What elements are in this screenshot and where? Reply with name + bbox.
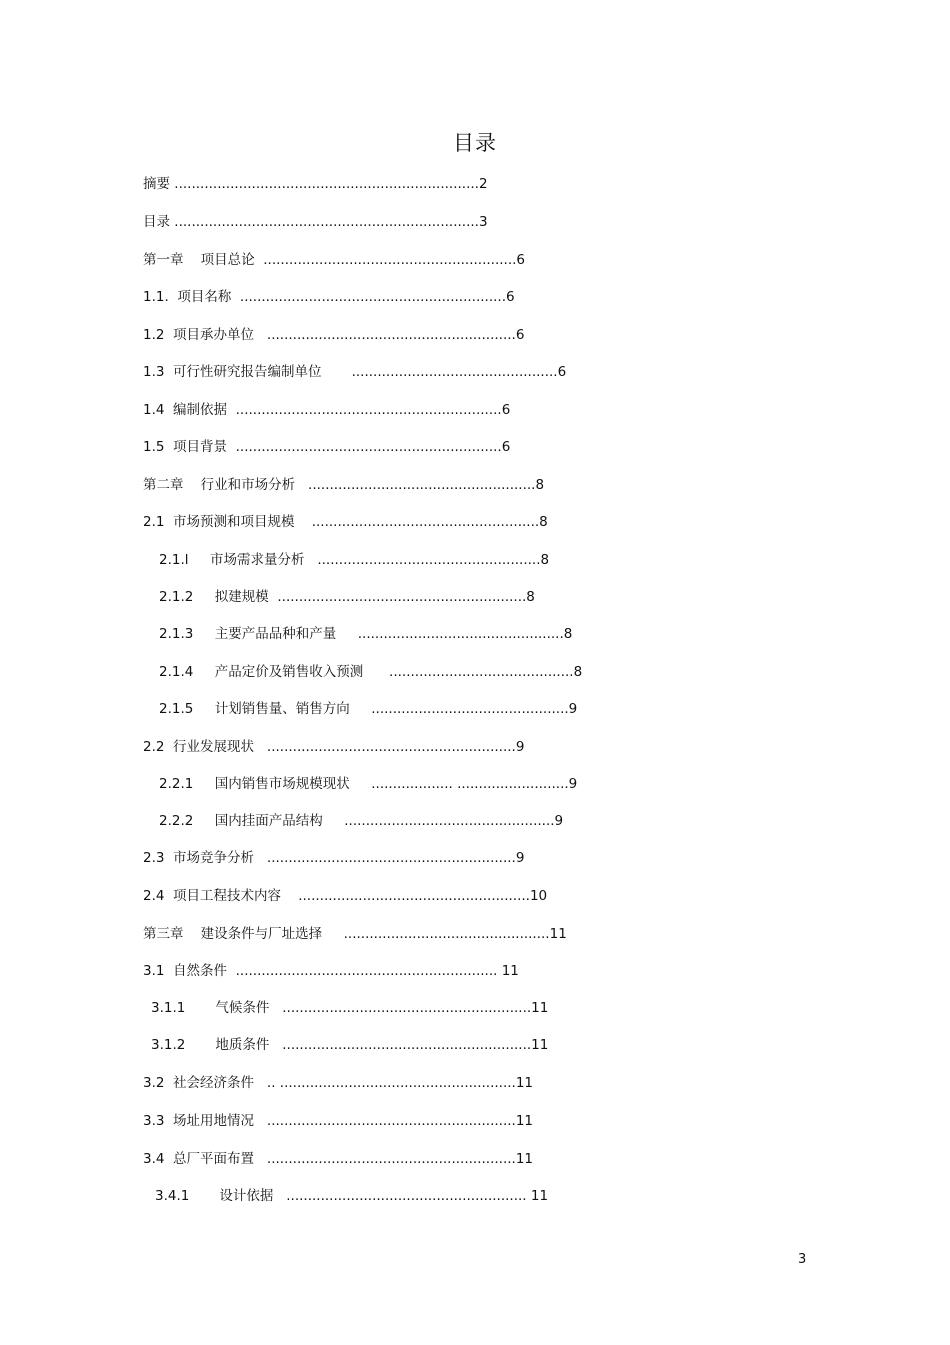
toc-entry-chapter-2[interactable]: 第二章 行业和市场分析 .....................................................8 (143, 477, 545, 493)
toc-entry-2-1-5[interactable]: 2.1.5 计划销售量、销售方向 ..............................................9 (159, 701, 578, 717)
toc-entry-3-4-1[interactable]: 3.4.1 设计依据 ........................................................ 11 (155, 1188, 549, 1204)
toc-entry-2-1[interactable]: 2.1 市场预测和项目规模 .....................................................8 (143, 514, 548, 530)
toc-entry-1-3[interactable]: 1.3 可行性研究报告编制单位 ................................................6 (143, 364, 567, 380)
toc-entry-2-1-1[interactable]: 2.1.l 市场需求量分析 ....................................................8 (159, 552, 550, 568)
page-title: 目录 (453, 131, 497, 155)
toc-entry-2-3[interactable]: 2.3 市场竞争分析 ..........................................................9 (143, 850, 525, 866)
toc-entry-chapter-3[interactable]: 第三章 建设条件与厂址选择 ................................................11 (143, 926, 567, 942)
toc-entry-3-1[interactable]: 3.1 自然条件 ............................................................. 11 (143, 963, 519, 979)
toc-entry-1-2[interactable]: 1.2 项目承办单位 ..........................................................6 (143, 327, 525, 343)
toc-entry-2-1-3[interactable]: 2.1.3 主要产品品种和产量 ................................................8 (159, 626, 573, 642)
toc-entry-contents[interactable]: 目录 .......................................................................3 (143, 214, 488, 230)
toc-entry-3-1-2[interactable]: 3.1.2 地质条件 ..........................................................11 (151, 1037, 549, 1053)
toc-entry-1-1[interactable]: 1.1. 项目名称 ..............................................................6 (143, 289, 515, 305)
toc-entry-2-2[interactable]: 2.2 行业发展现状 ..........................................................9 (143, 739, 525, 755)
toc-entry-2-2-1[interactable]: 2.2.1 国内销售市场规模现状 ................... ..........................9 (159, 776, 578, 792)
page-number: 3 (798, 1252, 807, 1267)
toc-entry-1-4[interactable]: 1.4 编制依据 ..............................................................6 (143, 402, 511, 418)
toc-entry-2-1-4[interactable]: 2.1.4 产品定价及销售收入预测 ...........................................8 (159, 664, 583, 680)
toc-entry-3-2[interactable]: 3.2 社会经济条件 .. .......................................................11 (143, 1075, 533, 1091)
toc-entry-2-1-2[interactable]: 2.1.2 拟建规模 ..........................................................8 (159, 589, 535, 605)
toc-entry-3-4[interactable]: 3.4 总厂平面布置 ..........................................................11 (143, 1151, 533, 1167)
toc-entry-1-5[interactable]: 1.5 项目背景 ..............................................................6 (143, 439, 511, 455)
toc-entry-3-1-1[interactable]: 3.1.1 气候条件 ..........................................................11 (151, 1000, 549, 1016)
toc-entry-2-2-2[interactable]: 2.2.2 国内挂面产品结构 .................................................9 (159, 813, 564, 829)
toc-entry-3-3[interactable]: 3.3 场址用地情况 ..........................................................11 (143, 1113, 533, 1129)
toc-entry-abstract[interactable]: 摘要 .......................................................................2 (143, 176, 488, 192)
toc-entry-chapter-1[interactable]: 第一章 项目总论 ...........................................................6 (143, 252, 526, 268)
toc-entry-2-4[interactable]: 2.4 项目工程技术内容 ......................................................10 (143, 888, 548, 904)
